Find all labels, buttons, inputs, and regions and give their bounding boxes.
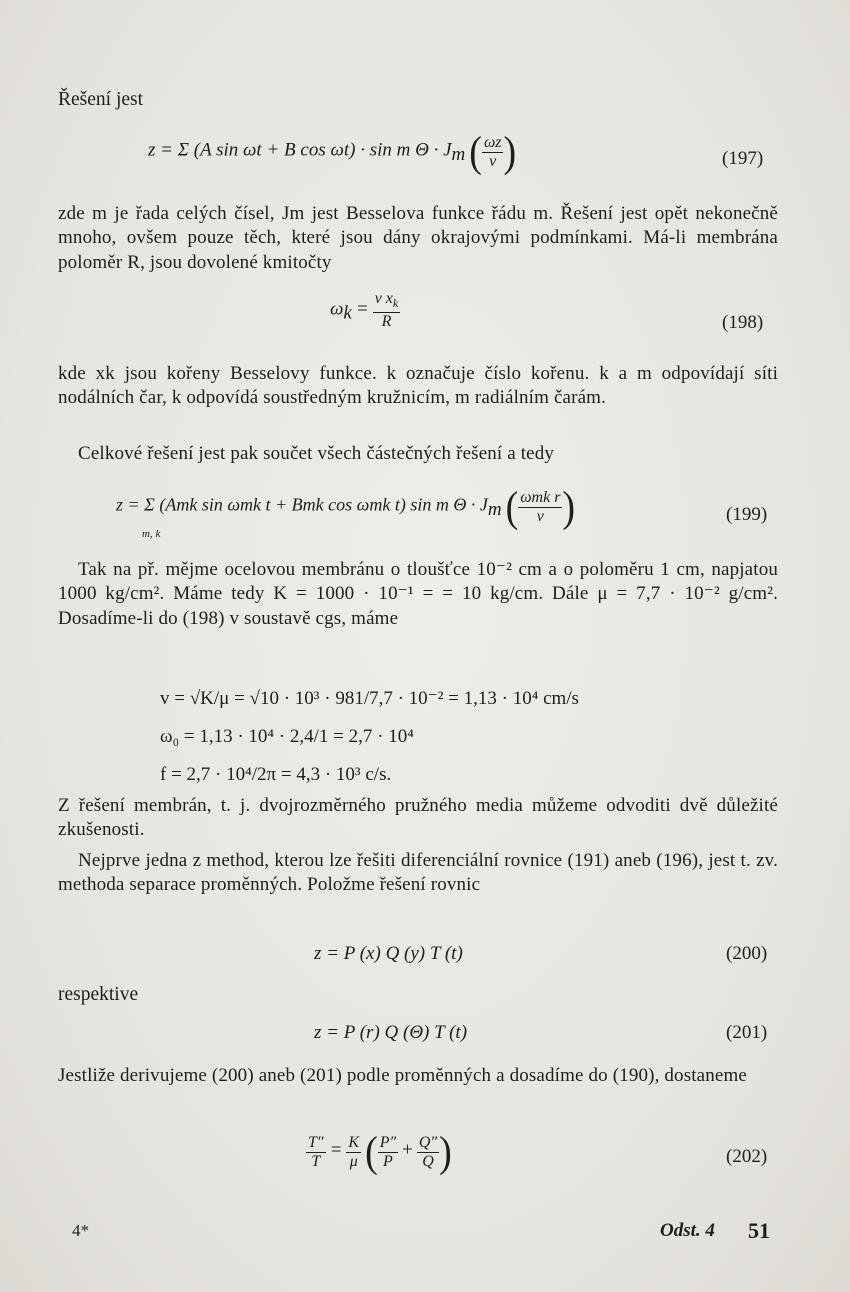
eq200-number: (200) (726, 943, 768, 964)
eq199-frac-num: ωmk r (520, 488, 561, 506)
eq199-number: (199) (726, 504, 768, 525)
signature-mark: 4* (72, 1221, 89, 1240)
eq199-body: z = Σ (Amk sin ωmk t + Bmk cos ωmk t) sin m Θ · J (116, 494, 488, 515)
equation-197: z = Σ (A sin ωt + B cos ωt) · sin m $\Theta \cdot J_m$ ( $\frac{\omega z}{v}$ ) (148, 127, 517, 177)
equation-199: z = Σ (Amk sin ωmk t + Bmk cos ωmk t) sin m $\Theta \cdot J_m$ ( $\frac{\text{ωmk r}}{v}$ ) (116, 482, 576, 532)
eq198-frac-num: v x (374, 290, 393, 307)
page-number: 51 (748, 1218, 770, 1243)
eq197-fraction (482, 134, 504, 171)
eq198-fraction (373, 290, 401, 331)
eq198-lhs: ω (330, 298, 344, 320)
eq199-fraction (518, 489, 562, 526)
equation-200: z = P (x) Q (y) T (t) (314, 943, 463, 964)
eq199-frac-den: v (518, 507, 562, 526)
eq202-q-frac: $\frac{Q''}{Q}$ (418, 1133, 438, 1170)
paragraph-1: zde m je řada celých čísel, Jm jest Besselova funkce řádu m. Řešení jest opět nekonečně mnoho, ovšem pouze těch, které jsou dány okrajovými podmínkami. Má-li membrána poloměr R, jsou dovolené kmitočty (58, 203, 778, 273)
calc-line-frequency: f = 2,7 · 10⁴/2π = 4,3 · 10³ c/s. (160, 764, 392, 785)
paragraph-5: Z řešení membrán, t. j. dvojrozměrného pružného media můžeme odvoditi dvě důležité zkušenosti. (58, 795, 778, 841)
eq197-number: (197) (722, 148, 764, 169)
eq198-frac-num-sub: k (392, 296, 399, 311)
eq197-frac-den: v (482, 152, 504, 171)
calc-line-omega: ω₀ = 1,13 · 10⁴ · 2,4/1 = 2,7 · 10⁴ (160, 726, 414, 747)
eq197-frac-num: ωz (483, 133, 502, 151)
section-label: Odst. 4 (660, 1220, 715, 1241)
respektive-text: respektive (58, 984, 139, 1005)
eq202-number: (202) (726, 1146, 768, 1167)
calculation-block (160, 680, 579, 794)
eq198-frac-den: R (373, 312, 401, 331)
eq198-number: (198) (722, 312, 764, 333)
eq199-sub: m (487, 498, 502, 520)
eq202-p-frac: $\frac{P''}{P}$ (379, 1133, 397, 1170)
equation-201: z = P (r) Q (Θ) T (t) (314, 1022, 468, 1043)
eq201-number: (201) (726, 1022, 768, 1043)
eq197-sub: m (451, 143, 466, 165)
eq199-sigma-under: m, k (142, 528, 161, 540)
paragraph-3: Celkové řešení jest pak součet všech částečných řešení a tedy (78, 443, 555, 464)
heading: Řešení jest (58, 89, 144, 110)
equation-202: $\frac{T''}{T}$ = $\frac{K}{\mu}$ ( $\frac{P''}{P}$ + $\frac{Q''}{Q}$ ) (308, 1127, 452, 1177)
eq197-lhs: z = Σ (A sin ωt + B cos ωt) · sin m Θ · J (148, 139, 452, 161)
eq202-t-frac: $\frac{T''}{T}$ (308, 1133, 324, 1170)
equation-198: $\omega_k$ = $\frac{v x_k}{R}$ (330, 290, 399, 331)
eq202-k-frac: $\frac{K}{\mu}$ (348, 1133, 360, 1170)
paragraph-7: Jestliže derivujeme (200) aneb (201) podle proměnných a dosadíme do (190), dostaneme (58, 1065, 748, 1086)
paragraph-2: kde xk jsou kořeny Besselovy funkce. k označuje číslo kořenu. k a m odpovídají síti nodálních čar, k odpovídá soustředným kružnicím, m radiálním čarám. (58, 363, 778, 409)
paragraph-4: Tak na př. mějme ocelovou membránu o tloušťce 10⁻² cm a o poloměru 1 cm, napjatou 1000 kg/cm². Máme tedy K = 1000 · 10⁻¹ = = 10 kg/cm. Dále μ = 7,7 · 10⁻² g/cm². Dosadíme-li do (198) v soustavě cgs, máme (58, 559, 778, 629)
eq198-lhs-sub: k (343, 302, 352, 324)
paragraph-6: Nejprve jedna z method, kterou lze řešiti diferenciální rovnice (191) aneb (196), jest t. zv. methoda separace proměnných. Položme řešení rovnic (58, 850, 778, 896)
calc-line-velocity: v = √K/μ = √10 · 10³ · 981/7,7 · 10⁻² = 1,13 · 10⁴ cm/s (160, 688, 579, 709)
